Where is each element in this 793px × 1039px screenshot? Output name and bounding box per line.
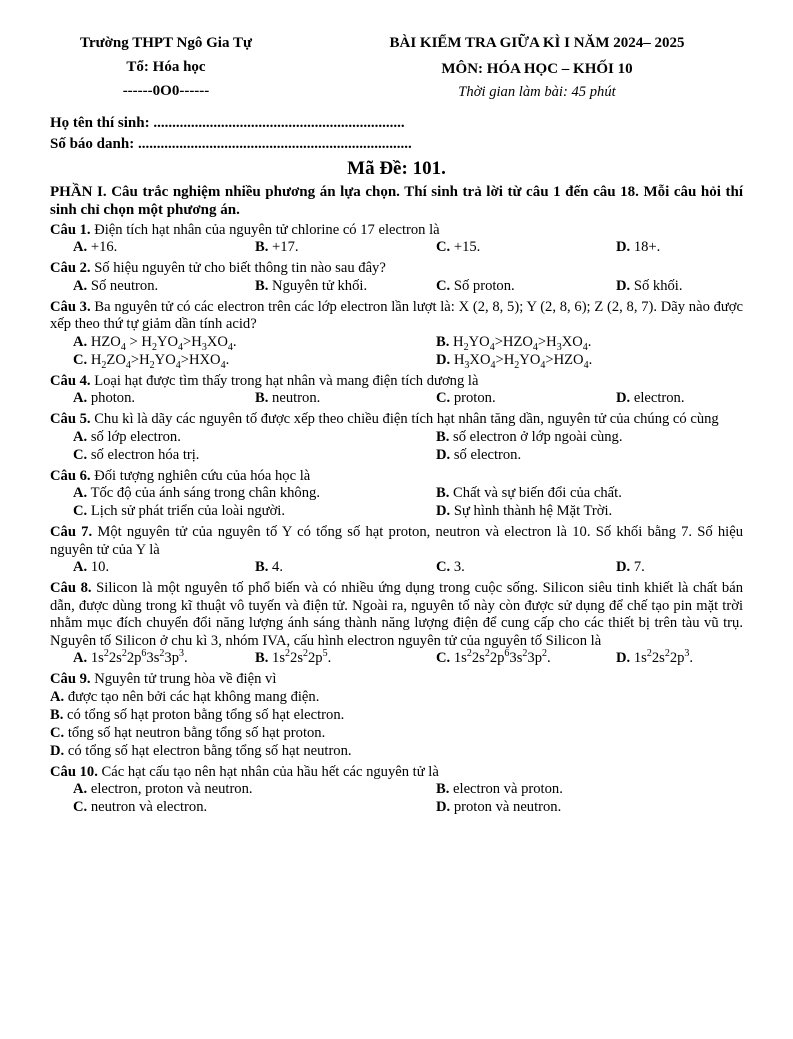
name-dots: ................................................................... — [153, 115, 405, 131]
option-d: D. $H_3XO_4>H_2YO_4>HZO_4$. — [436, 351, 593, 371]
question-label: Câu 4. — [50, 372, 91, 389]
department: Tổ: Hóa học — [126, 59, 206, 75]
part-title: PHẦN I. Câu trắc nghiệm nhiều phương án lựa chọn. Thí sinh trả lời từ câu 1 đến câu 18. Mỗi câu hỏi thí sinh chỉ chọn một phương án. — [50, 183, 743, 218]
id-field — [50, 135, 743, 154]
question-label: Câu 5. — [50, 411, 91, 428]
option-a: A. +16. — [73, 239, 118, 256]
option-d: D. electron. — [616, 390, 685, 407]
question-10-options-row2 — [50, 799, 743, 817]
option-d: D. 18+. — [616, 239, 661, 256]
question-text: Chu kì là dãy các nguyên tố được xếp theo chiều điện tích hạt nhân tăng dần, nguyên tử của chúng có cùng — [90, 411, 719, 428]
option-a: A. được tạo nên bởi các hạt không mang điện. — [50, 688, 320, 705]
option-b: B. Nguyên tử khối. — [255, 277, 368, 294]
option-c: C. 3. — [436, 559, 465, 576]
option-b: B. $1s^22s^22p^5$. — [255, 648, 332, 667]
option-b: B. $H_2YO_4>HZO_4>H_3XO_4$. — [436, 333, 592, 353]
question-4-options — [50, 390, 743, 408]
exam-header — [50, 34, 743, 104]
option-b: B. Chất và sự biến đổi của chất. — [436, 485, 622, 502]
question-3 — [50, 299, 743, 334]
id-dots: ......................................................................... — [137, 136, 412, 152]
question-10-options-row1 — [50, 781, 743, 799]
question-8 — [50, 580, 743, 650]
option-c: C. Lịch sử phát triển của loài người. — [73, 503, 286, 520]
question-text: Ba nguyên tử có các electron trên các lớp electron lần lượt là: X (2, 8, 5); Y (2, 8, 6); Z (2, 8, 7). Dãy nào được xếp theo thứ tự giảm dần tính acid? — [50, 298, 743, 333]
option-d: D. Số khối. — [616, 277, 683, 294]
question-text: Silicon là một nguyên tố phổ biến và có nhiều ứng dụng trong cuộc sống. Silicon siêu tinh khiết là chất bán dẫn, được dùng trong kĩ thuật vô tuyến và điện tử. Ngoài ra, nguyên tố này còn được sử dụng để chế tạo pin mặt trời nhằm mục đích chuyển đổi năng lượng ánh sáng thành năng lượng điện để cung cấp cho các thiết bị trên tàu vũ trụ. Nguyên tố Silicon ở chu kì 3, nhóm IVA, cấu hình electron nguyên tử của nguyên tố Silicon là — [50, 580, 744, 649]
question-9 — [50, 671, 743, 689]
option-a: A. Số neutron. — [73, 277, 159, 294]
option-c: C. số electron hóa trị. — [73, 446, 200, 463]
option-a: A. electron, proton và neutron. — [73, 781, 253, 798]
question-2-options — [50, 278, 743, 296]
option-a: A. $1s^22s^22p^63s^23p^3$. — [73, 648, 188, 667]
option-b: B. electron và proton. — [436, 781, 563, 798]
option-a: A. photon. — [73, 390, 136, 407]
question-label: Câu 8. — [50, 580, 92, 597]
question-7-options — [50, 559, 743, 577]
question-text: Đối tượng nghiên cứu của hóa học là — [90, 467, 311, 484]
option-c: C. proton. — [436, 390, 496, 407]
question-label: Câu 1. — [50, 221, 91, 238]
question-text: Một nguyên tử của nguyên tố Y có tổng số hạt proton, neutron và electron là 10. Số khối bằng 7. Số hiệu nguyên tử của Y là — [50, 524, 744, 558]
option-b: B. +17. — [255, 239, 299, 256]
exam-code: Mã Đề: 101. — [347, 158, 446, 179]
question-text: Các hạt cấu tạo nên hạt nhân của hầu hết các nguyên tử là — [97, 763, 439, 780]
question-text: Nguyên tử trung hòa về điện vì — [90, 671, 277, 688]
question-6 — [50, 468, 743, 486]
option-a: A. Tốc độ của ánh sáng trong chân không. — [73, 485, 320, 502]
option-d: D. Sự hình thành hệ Mặt Trời. — [436, 503, 613, 520]
option-b: B. số electron ở lớp ngoài cùng. — [436, 428, 623, 445]
option-a: A. số lớp electron. — [73, 428, 181, 445]
question-label: Câu 2. — [50, 260, 91, 277]
question-4 — [50, 373, 743, 391]
question-5-options-row1 — [50, 429, 743, 447]
question-text: Điện tích hạt nhân của nguyên tử chlorine có 17 electron là — [90, 221, 440, 238]
option-d: D. số electron. — [436, 446, 522, 463]
question-6-options-row1 — [50, 485, 743, 503]
question-label: Câu 6. — [50, 467, 91, 484]
question-8-options — [50, 650, 743, 668]
option-d: D. có tổng số hạt electron bằng tổng số hạt neutron. — [50, 742, 352, 759]
exam-title: BÀI KIỂM TRA GIỮA KÌ I NĂM 2024– 2025 — [389, 35, 685, 51]
option-a: A. 10. — [73, 559, 110, 576]
question-1-options — [50, 239, 743, 257]
exam-page — [50, 34, 743, 817]
name-label: Họ tên thí sinh: — [50, 115, 154, 131]
question-label: Câu 7. — [50, 524, 93, 541]
question-10 — [50, 764, 743, 782]
name-field — [50, 114, 743, 133]
option-c: C. $H_2ZO_4>H_2YO_4>HXO_4$. — [73, 351, 230, 371]
question-text: Loại hạt được tìm thấy trong hạt nhân và mang điện tích dương là — [90, 372, 479, 389]
question-label: Câu 3. — [50, 298, 91, 315]
question-label: Câu 9. — [50, 671, 91, 688]
option-d: D. 7. — [616, 559, 645, 576]
question-text: Số hiệu nguyên tử cho biết thông tin nào sau đây? — [90, 260, 386, 277]
question-label: Câu 10. — [50, 763, 98, 780]
option-c: C. neutron và electron. — [73, 799, 208, 816]
option-c: C. +15. — [436, 239, 481, 256]
question-3-options-row1 — [50, 334, 743, 352]
id-label: Số báo danh: — [50, 136, 138, 152]
option-d: D. $1s^22s^22p^3$. — [616, 648, 694, 667]
option-c: C. $1s^22s^22p^63s^23p^2$. — [436, 648, 551, 667]
question-5-options-row2 — [50, 447, 743, 465]
option-b: B. 4. — [255, 559, 283, 576]
question-7 — [50, 524, 743, 559]
option-d: D. proton và neutron. — [436, 799, 562, 816]
header-separator: ------0O0------ — [122, 83, 210, 99]
option-b: B. neutron. — [255, 390, 321, 407]
question-5 — [50, 411, 743, 429]
question-6-options-row2 — [50, 503, 743, 521]
option-c: C. tổng số hạt neutron bằng tổng số hạt proton. — [50, 724, 326, 741]
option-b: B. có tổng số hạt proton bằng tổng số hạt electron. — [50, 706, 345, 723]
time-line: Thời gian làm bài: 45 phút — [458, 84, 616, 100]
school-name: Trường THPT Ngô Gia Tự — [80, 35, 252, 51]
question-2 — [50, 260, 743, 278]
option-c: C. Số proton. — [436, 277, 515, 294]
subject-line: MÔN: HÓA HỌC – KHỐI 10 — [441, 61, 633, 77]
question-1 — [50, 222, 743, 240]
question-3-options-row2 — [50, 352, 743, 370]
option-a: A. $HZO_4 > H_2YO_4>H_3XO_4$. — [73, 333, 237, 353]
